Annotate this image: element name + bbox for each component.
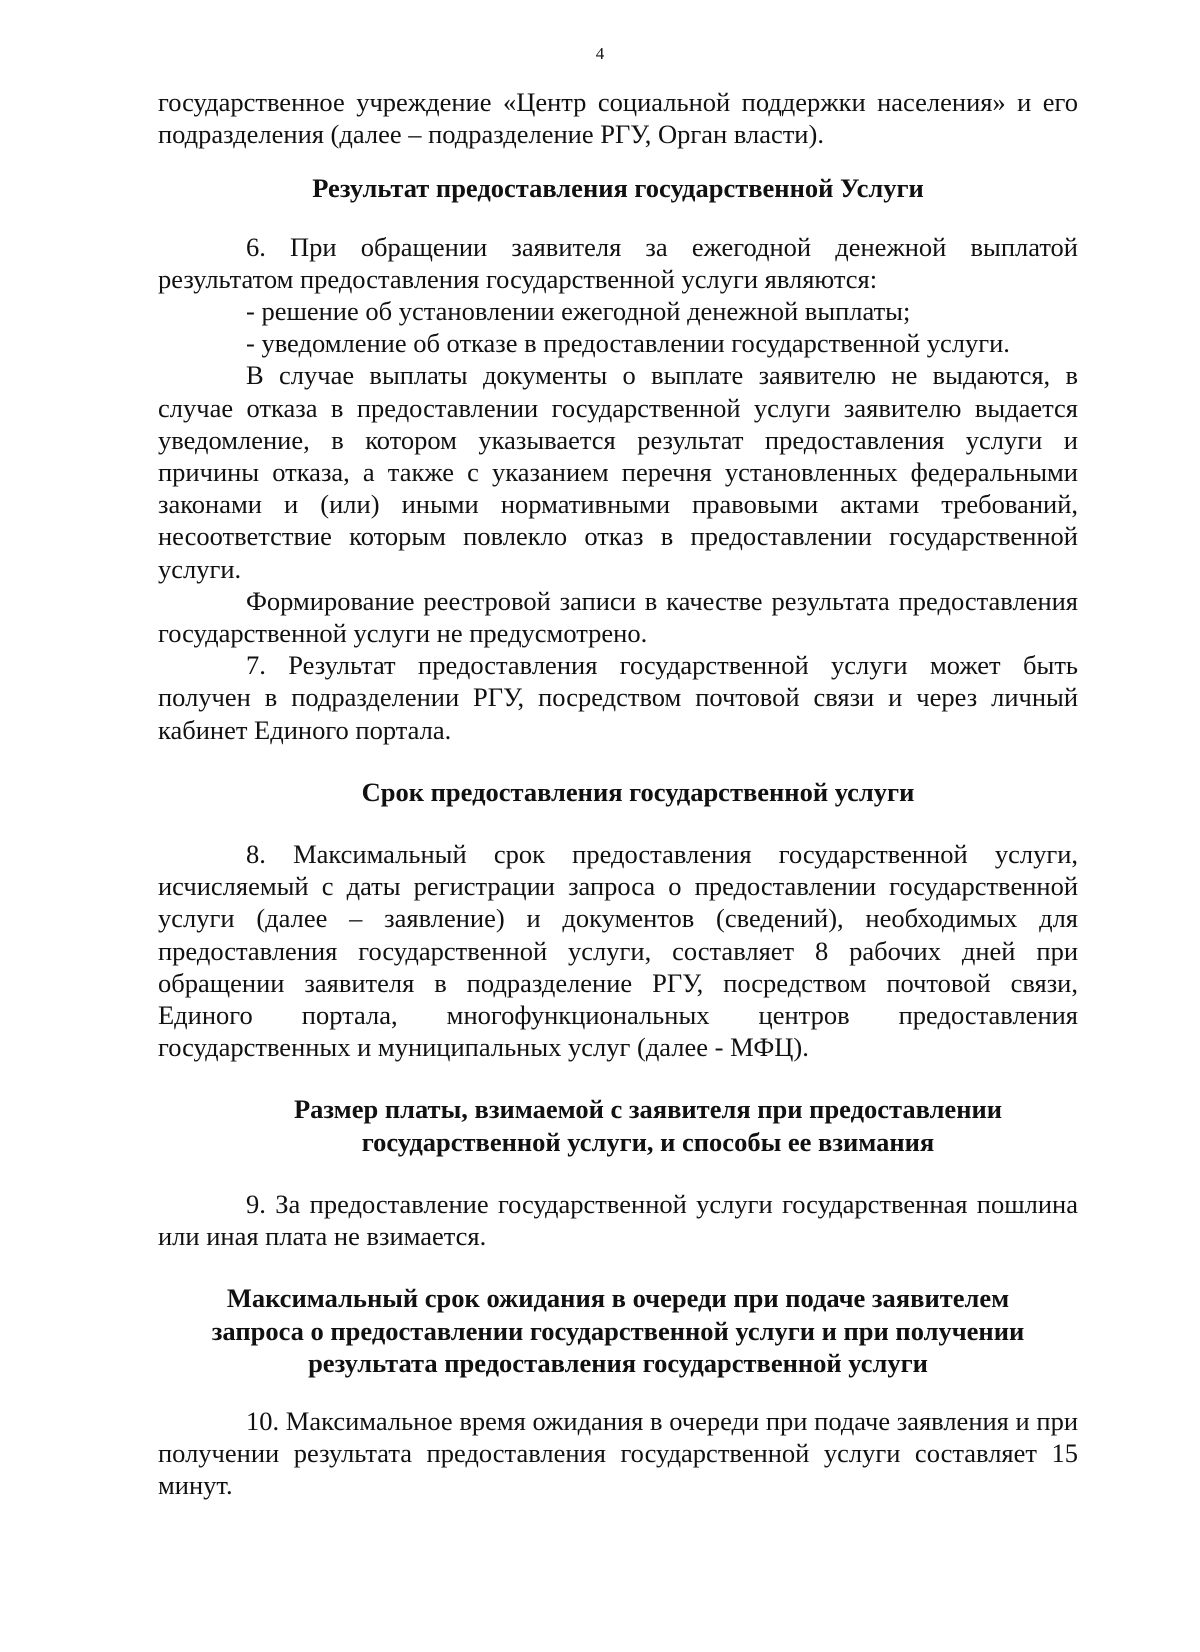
paragraph-8: 8. Максимальный срок предоставления государственной услуги, исчисляемый с даты регистрации запроса о предоставлении государственной услуги (далее – заявление) и документов (сведений), необходимых для предоставления государственной услуги, составляет 8 рабочих дней при обращении заявителя в подразделение РГУ, посредством почтовой связи, Единого портала, многофункциональных центров предоставления государственных и муниципальных услуг (далее - МФЦ).	[158, 839, 1078, 1063]
heading-queue-line-3: результата предоставления государственной услуги	[308, 1347, 928, 1378]
heading-queue	[158, 1282, 1078, 1379]
page-number: 4	[595, 44, 605, 63]
list-item-notice: - уведомление об отказе в предоставлении государственной услуги.	[246, 328, 1010, 359]
heading-fee-line-1: Размер платы, взимаемой с заявителя при предоставлении	[293, 1094, 1003, 1125]
heading-result: Результат предоставления государственной Услуги	[312, 173, 924, 204]
paragraph-registry: Формирование реестровой записи в качестве результата предоставления государственной услуги не предусмотрено.	[158, 585, 1078, 649]
heading-fee-line-2: государственной услуги, и способы ее взимания	[361, 1126, 935, 1157]
paragraph-10: 10. Максимальное время ожидания в очереди при подаче заявления и при получении результата предоставления государственной услуги составляет 15 минут.	[158, 1405, 1078, 1501]
paragraph-7: 7. Результат предоставления государственной услуги может быть получен в подразделении РГУ, посредством почтовой связи и через личный кабинет Единого портала.	[158, 650, 1078, 745]
heading-queue-line-1: Максимальный срок ожидания в очереди при подаче заявителем	[226, 1283, 1010, 1314]
intro-paragraph: государственное учреждение «Центр социальной поддержки населения» и его подразделения (далее – подразделение РГУ, Орган власти).	[158, 87, 1078, 150]
paragraph-6: 6. При обращении заявителя за ежегодной денежной выплатой результатом предоставления государственной услуги являются:	[158, 231, 1078, 294]
paragraph-refusal: В случае выплаты документы о выплате заявителю не выдаются, в случае отказа в предоставлении государственной услуги заявителю выдается уведомление, в котором указывается результат предоставления услуги и причины отказа, а также с указанием перечня установленных федеральными законами и (или) иными нормативными правовыми актами требований, несоответствие которым повлекло отказ в предоставлении государственной услуги.	[158, 360, 1078, 584]
list-item-decision: - решение об установлении ежегодной денежной выплаты;	[246, 296, 911, 327]
paragraph-9: 9. За предоставление государственной услуги государственная пошлина или иная плата не взимается.	[158, 1188, 1078, 1252]
document-body	[158, 86, 1078, 1502]
heading-term: Срок предоставления государственной услуги	[361, 776, 915, 807]
heading-queue-line-2: запроса о предоставлении государственной услуги и при получении	[211, 1315, 1025, 1346]
heading-fee	[158, 1093, 1078, 1157]
